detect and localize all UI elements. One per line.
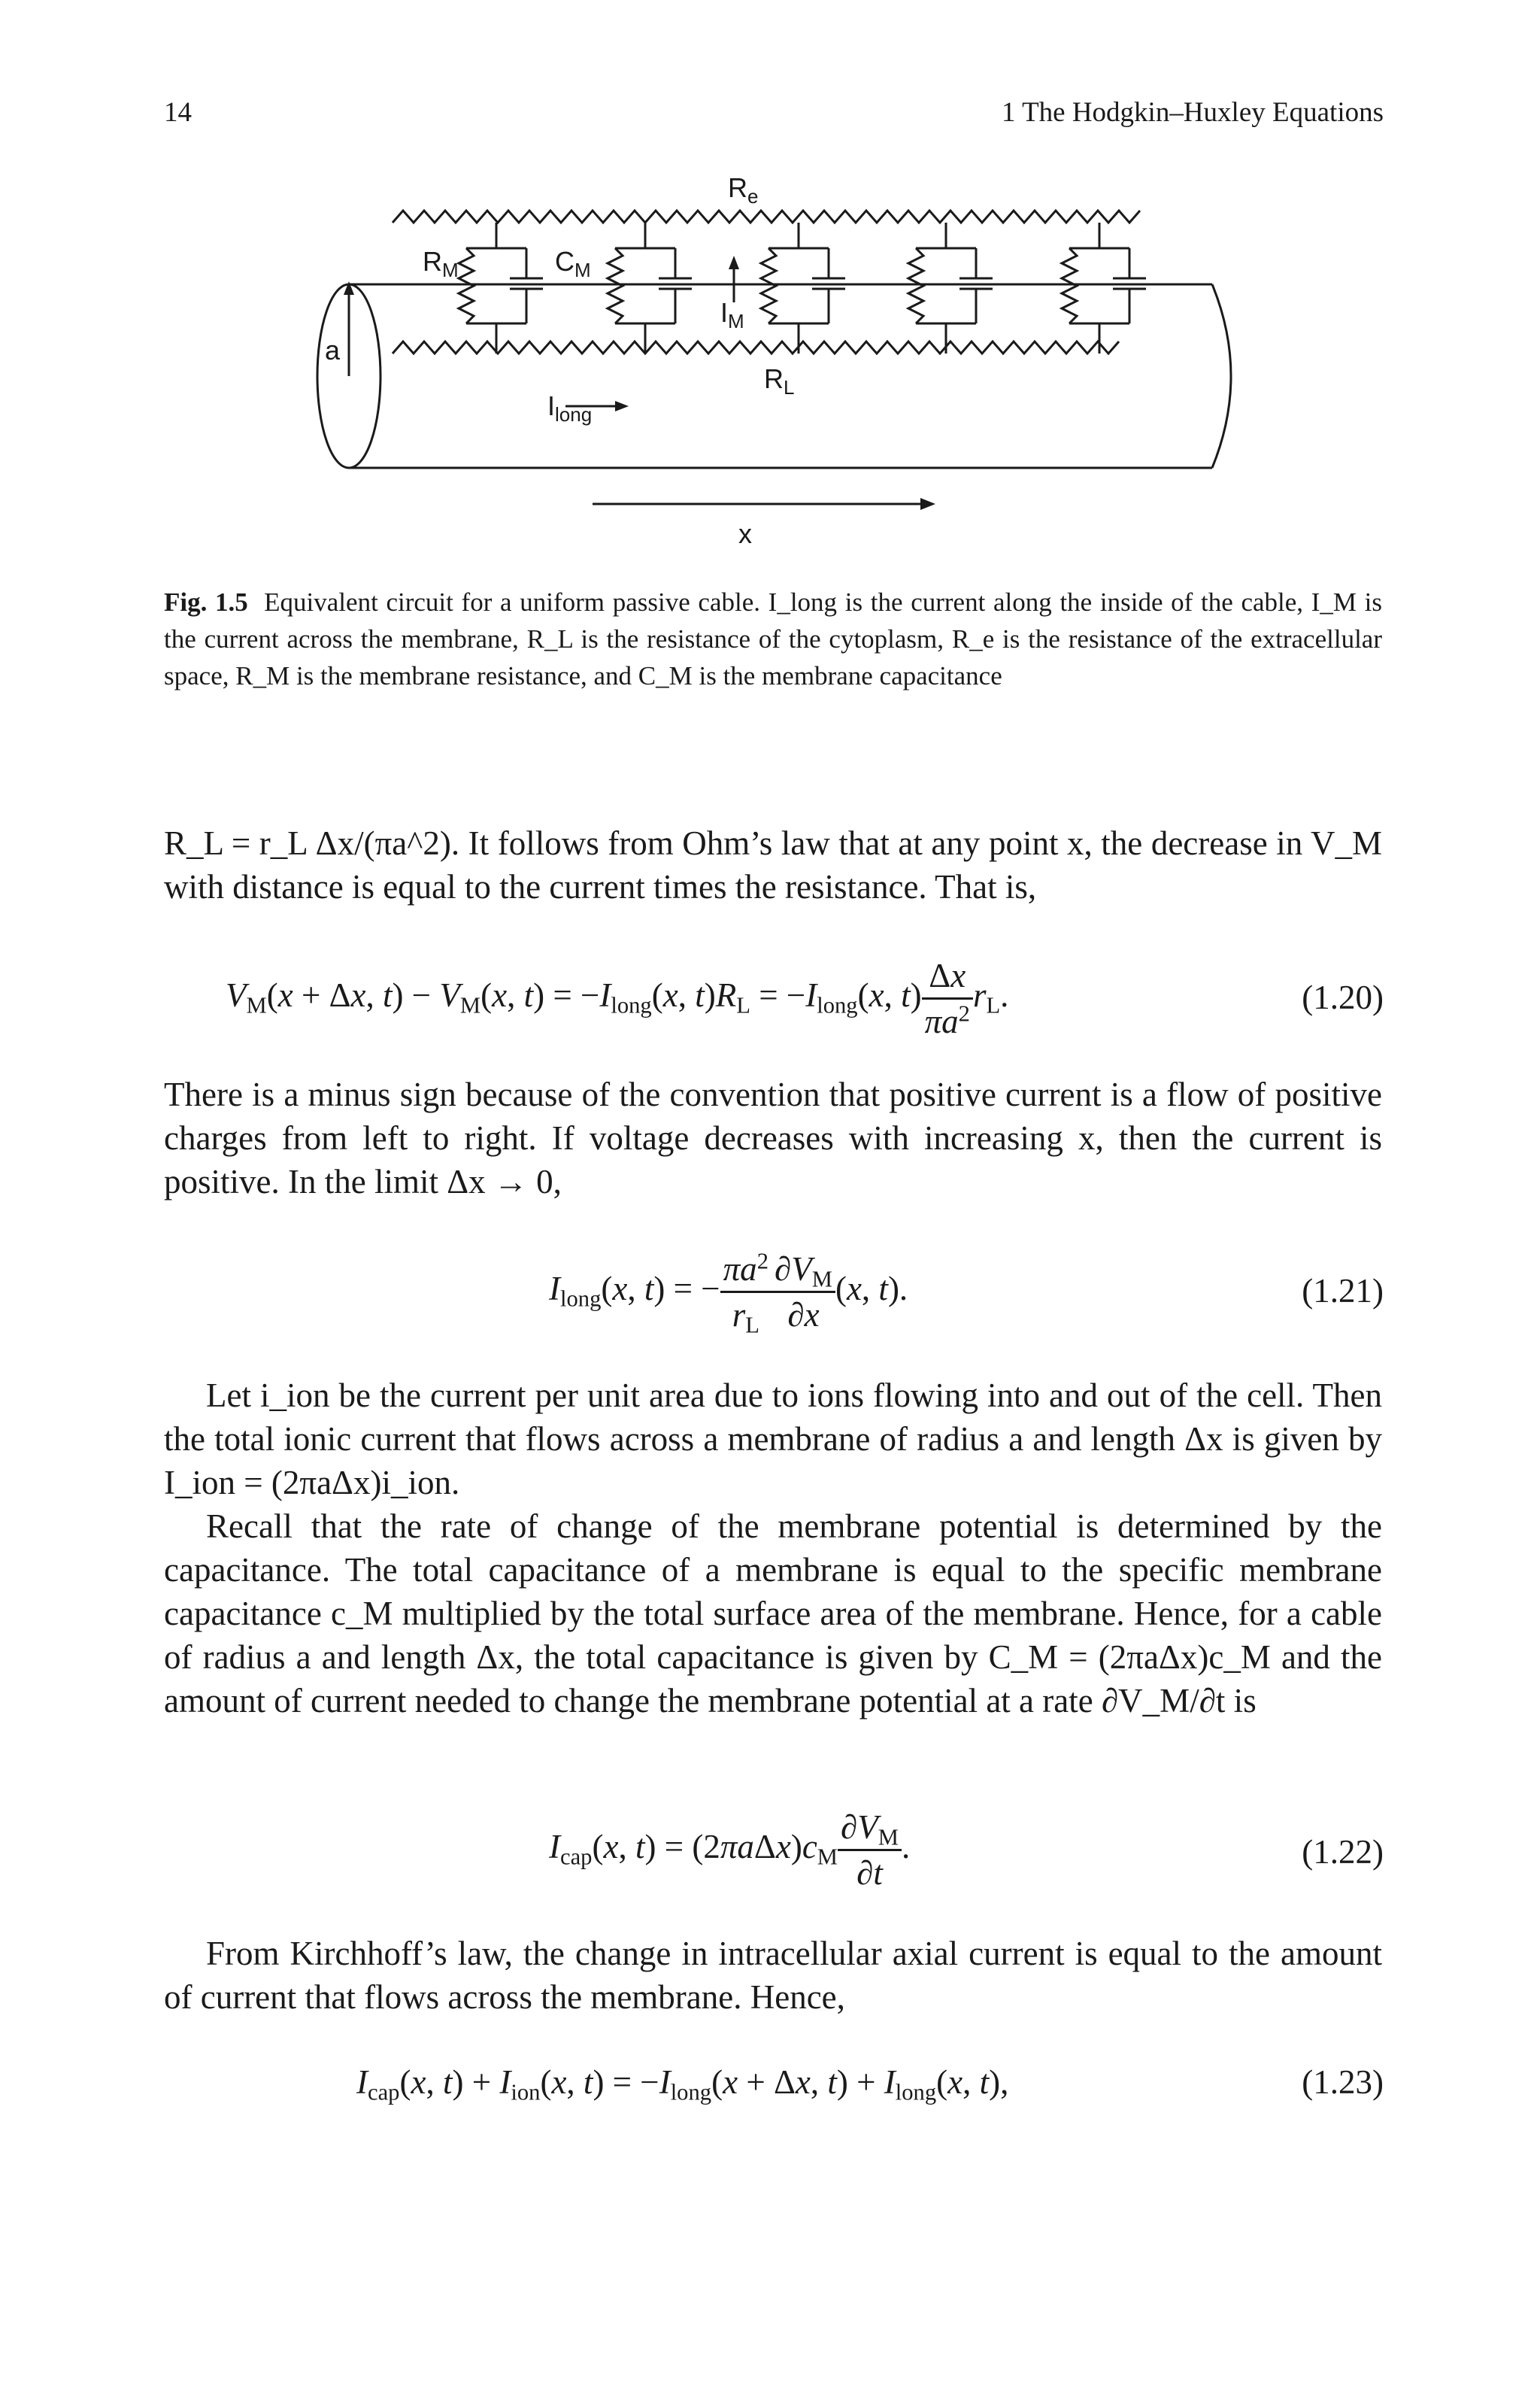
cable-far-end: [1212, 284, 1231, 468]
paragraph-2: There is a minus sign because of the convention that positive current is a flow of positive charges from left to right. If voltage decreases with increasing x, then the current is positive. In the limit Δx → 0,: [164, 1076, 1382, 1200]
figure-caption: [164, 584, 1382, 694]
eq-number-1-21: (1.21): [1302, 1272, 1384, 1310]
label-a: a: [325, 335, 341, 366]
paragraph-1: R_L = r_L Δx/(πa^2). It follows from Ohm’s law that at any point x, the decrease in V_M with distance is equal to the current times the resistance. That is,: [164, 824, 1382, 906]
eq-number-1-23: (1.23): [1302, 2063, 1384, 2101]
label-ilong: $I_{long}$: [547, 390, 593, 426]
paragraph-4: Recall that the rate of change of the membrane potential is determined by the capacitance. The total capacitance of a membrane is equal to the specific membrane capacitance c_M multiplied by the total surface area of the membrane. Hence, for a cable of radius a and length Δx, the total capacitance is given by C_M = (2πaΔx)c_M and the amount of current needed to change the membrane potential at a rate ∂V_M/∂t is: [164, 1507, 1382, 1720]
paragraph-3: Let i_ion be the current per unit area due to ions flowing into and out of the cell. Then the total ionic current that flows across a membrane of radius a and length Δx is given by I_ion = (2πaΔx)i_ion.: [164, 1377, 1382, 1501]
membrane-resistor-3: [908, 248, 923, 323]
label-re: $R_e$: [728, 172, 759, 208]
label-x: x: [738, 518, 752, 549]
equation-1-21: $I_{long}(x$, t) = − $\frac{\pi a^2}{r_L}$ $\frac{\partial V_M}{\partial x}$ (x, t).: [549, 1248, 908, 1338]
equation-1-23: $I_{cap}(x$, $t) + I_{ion}(x$, $t) = -I_{long}(x + \Delta x$, $t) + I_{long}(x$, t),: [356, 2063, 1009, 2105]
equation-1-22: $I_{cap}(x$, $t) = (2\pi a\Delta x)c_M$ $\frac{\partial V_M}{\partial t}$ .: [549, 1805, 910, 1895]
caption-label: Fig. 1.5: [164, 587, 248, 617]
eq-number-1-20: (1.20): [1302, 979, 1384, 1016]
label-rl: $R_L$: [764, 363, 795, 399]
page-number: 14: [164, 97, 192, 128]
label-rm: $R_M$: [423, 246, 459, 281]
equation-1-20: $V_M(x + \Delta x$, $t) - V_M(x$, $t) = -I_{long}(x$, $t)R_L = -I_{long}(x$, t) $\frac{\Delta x}{\pi a^2}$ $r_L$.: [226, 954, 1008, 1043]
label-im: $I_M$: [720, 297, 744, 332]
caption-body: Equivalent circuit for a uniform passive cable. I_long is the current along the inside of the cable, I_M is the current across the membrane, R_L is the resistance of the cytoplasm, R_e is the resistance of the extracellular space, R_M is the membrane resistance, and C_M is the membrane capacitance: [164, 587, 1383, 691]
extracellular-resistor-chain: [393, 211, 1140, 223]
membrane-resistor-4: [1062, 248, 1077, 323]
cable-circuit-figure: [0, 0, 1540, 572]
paragraph-5: From Kirchhoff’s law, the change in intracellular axial current is equal to the amount of current that flows across the membrane. Hence,: [164, 1935, 1382, 2016]
membrane-resistor-0: [459, 248, 474, 323]
intracellular-resistor-chain: [393, 341, 1119, 354]
running-title: 1 The Hodgkin–Huxley Equations: [1001, 97, 1384, 128]
label-cm: $C_M$: [555, 246, 591, 281]
eq-number-1-22: (1.22): [1302, 1833, 1384, 1871]
membrane-resistor-1: [608, 248, 623, 323]
membrane-resistor-2: [761, 248, 776, 323]
